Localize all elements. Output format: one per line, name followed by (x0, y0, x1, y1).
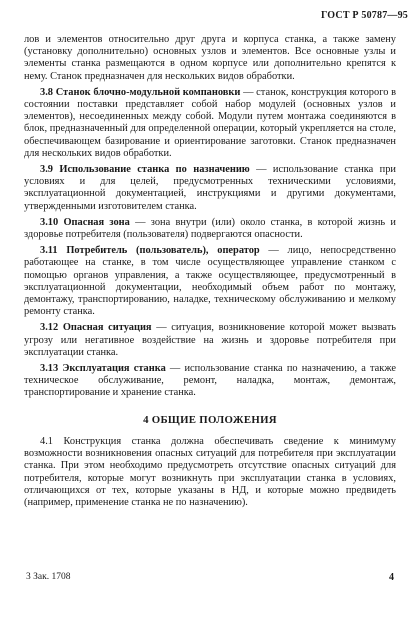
term-3-10: 3.10 Опасная зона (40, 216, 130, 228)
section-4-heading: 4 ОБЩИЕ ПОЛОЖЕНИЯ (143, 413, 277, 426)
definition-3-9: — использование станка при условиях и для целей, предусмотренных техническими условиями, эксплуатационной документацией, инструкциями и другими документами, утвержденными изготовителем станка. (24, 164, 396, 212)
term-3-8: 3.8 Станок блочно-модульной компановки (40, 86, 241, 98)
paragraph-3-10 (24, 217, 396, 241)
definition-3-10: — зона внутри (или) около станка, в которой жизнь и здоровье потребителя (пользователя) подвергаются опасности. (24, 216, 396, 241)
term-3-9: 3.9 Использование станка по назначению (40, 164, 250, 176)
paragraph-continuation: лов и элементов относительно друг друга и корпуса станка, а также замену (установку дополнительно) основных узлов и элементов. Все основные узлы и элементы станка размещаются в одном корпусе или дополнительно крепятся к нему. Станок предназначен для нескольких видов обработки. (24, 34, 396, 82)
definition-3-8: — станок, конструкция которого в состоянии поставки представляет собой набор модулей (основных узлов и элементов), несоединенных между собой. Модули путем монтажа соединяются в блок, предназначенный для определенной операции, который укрепляется на столе, обеспечивающем базирование и ориентирование заготовки. Станок предназначен для нескольких видов обработки. (24, 86, 397, 159)
paragraph-3-13 (24, 363, 396, 400)
order-number-footer: 3 Зак. 1708 (26, 572, 71, 582)
paragraph-3-12 (24, 322, 396, 359)
definition-3-11: — лицо, непосредственно работающее на станке, в том числе осуществляющее управление станком с помощью органов управления, а также осуществляющее, предусмотренный в эксплуатационной документации, необходимый объем работ по монтажу, демонтажу, транспортированию, наладке, техническому обслуживанию и мелкому ремонту станка. (24, 245, 396, 318)
term-3-11: 3.11 Потребитель (пользователь), оператор (40, 245, 260, 257)
paragraph-3-9 (24, 164, 396, 213)
term-3-12: 3.12 Опасная ситуация (40, 322, 152, 334)
definition-3-13: — использование станка по назначению, а также техническое обслуживание, ремонт, наладка, монтаж, демонтаж, транспортирование и хранение станка. (24, 363, 396, 399)
page-number: 4 (389, 572, 394, 583)
paragraph-3-8 (24, 87, 396, 160)
document-body (24, 34, 396, 513)
paragraph-3-11 (24, 245, 396, 318)
definition-3-12: — ситуация, возникновение которой может вызвать угрозу или негативное воздействие на жизнь и здоровье потребителя при эксплуатации станка. (24, 322, 396, 358)
paragraph-4-1: 4.1 Конструкция станка должна обеспечивать сведение к минимуму возможности возникновения опасных ситуаций для потребителя при эксплуатации станка. При этом необходимо предусмотреть отсутствие опасных ситуаций для потребителя, которые могут возникнуть при эксплуатации станка в условиях, отличающихся от тех, которые указаны в НД, и которые можно предвидеть (например, применение станка не по назначению). (24, 435, 396, 508)
standard-number-header: ГОСТ Р 50787—95 (320, 10, 408, 21)
term-3-13: 3.13 Эксплуатация станка (40, 363, 166, 375)
